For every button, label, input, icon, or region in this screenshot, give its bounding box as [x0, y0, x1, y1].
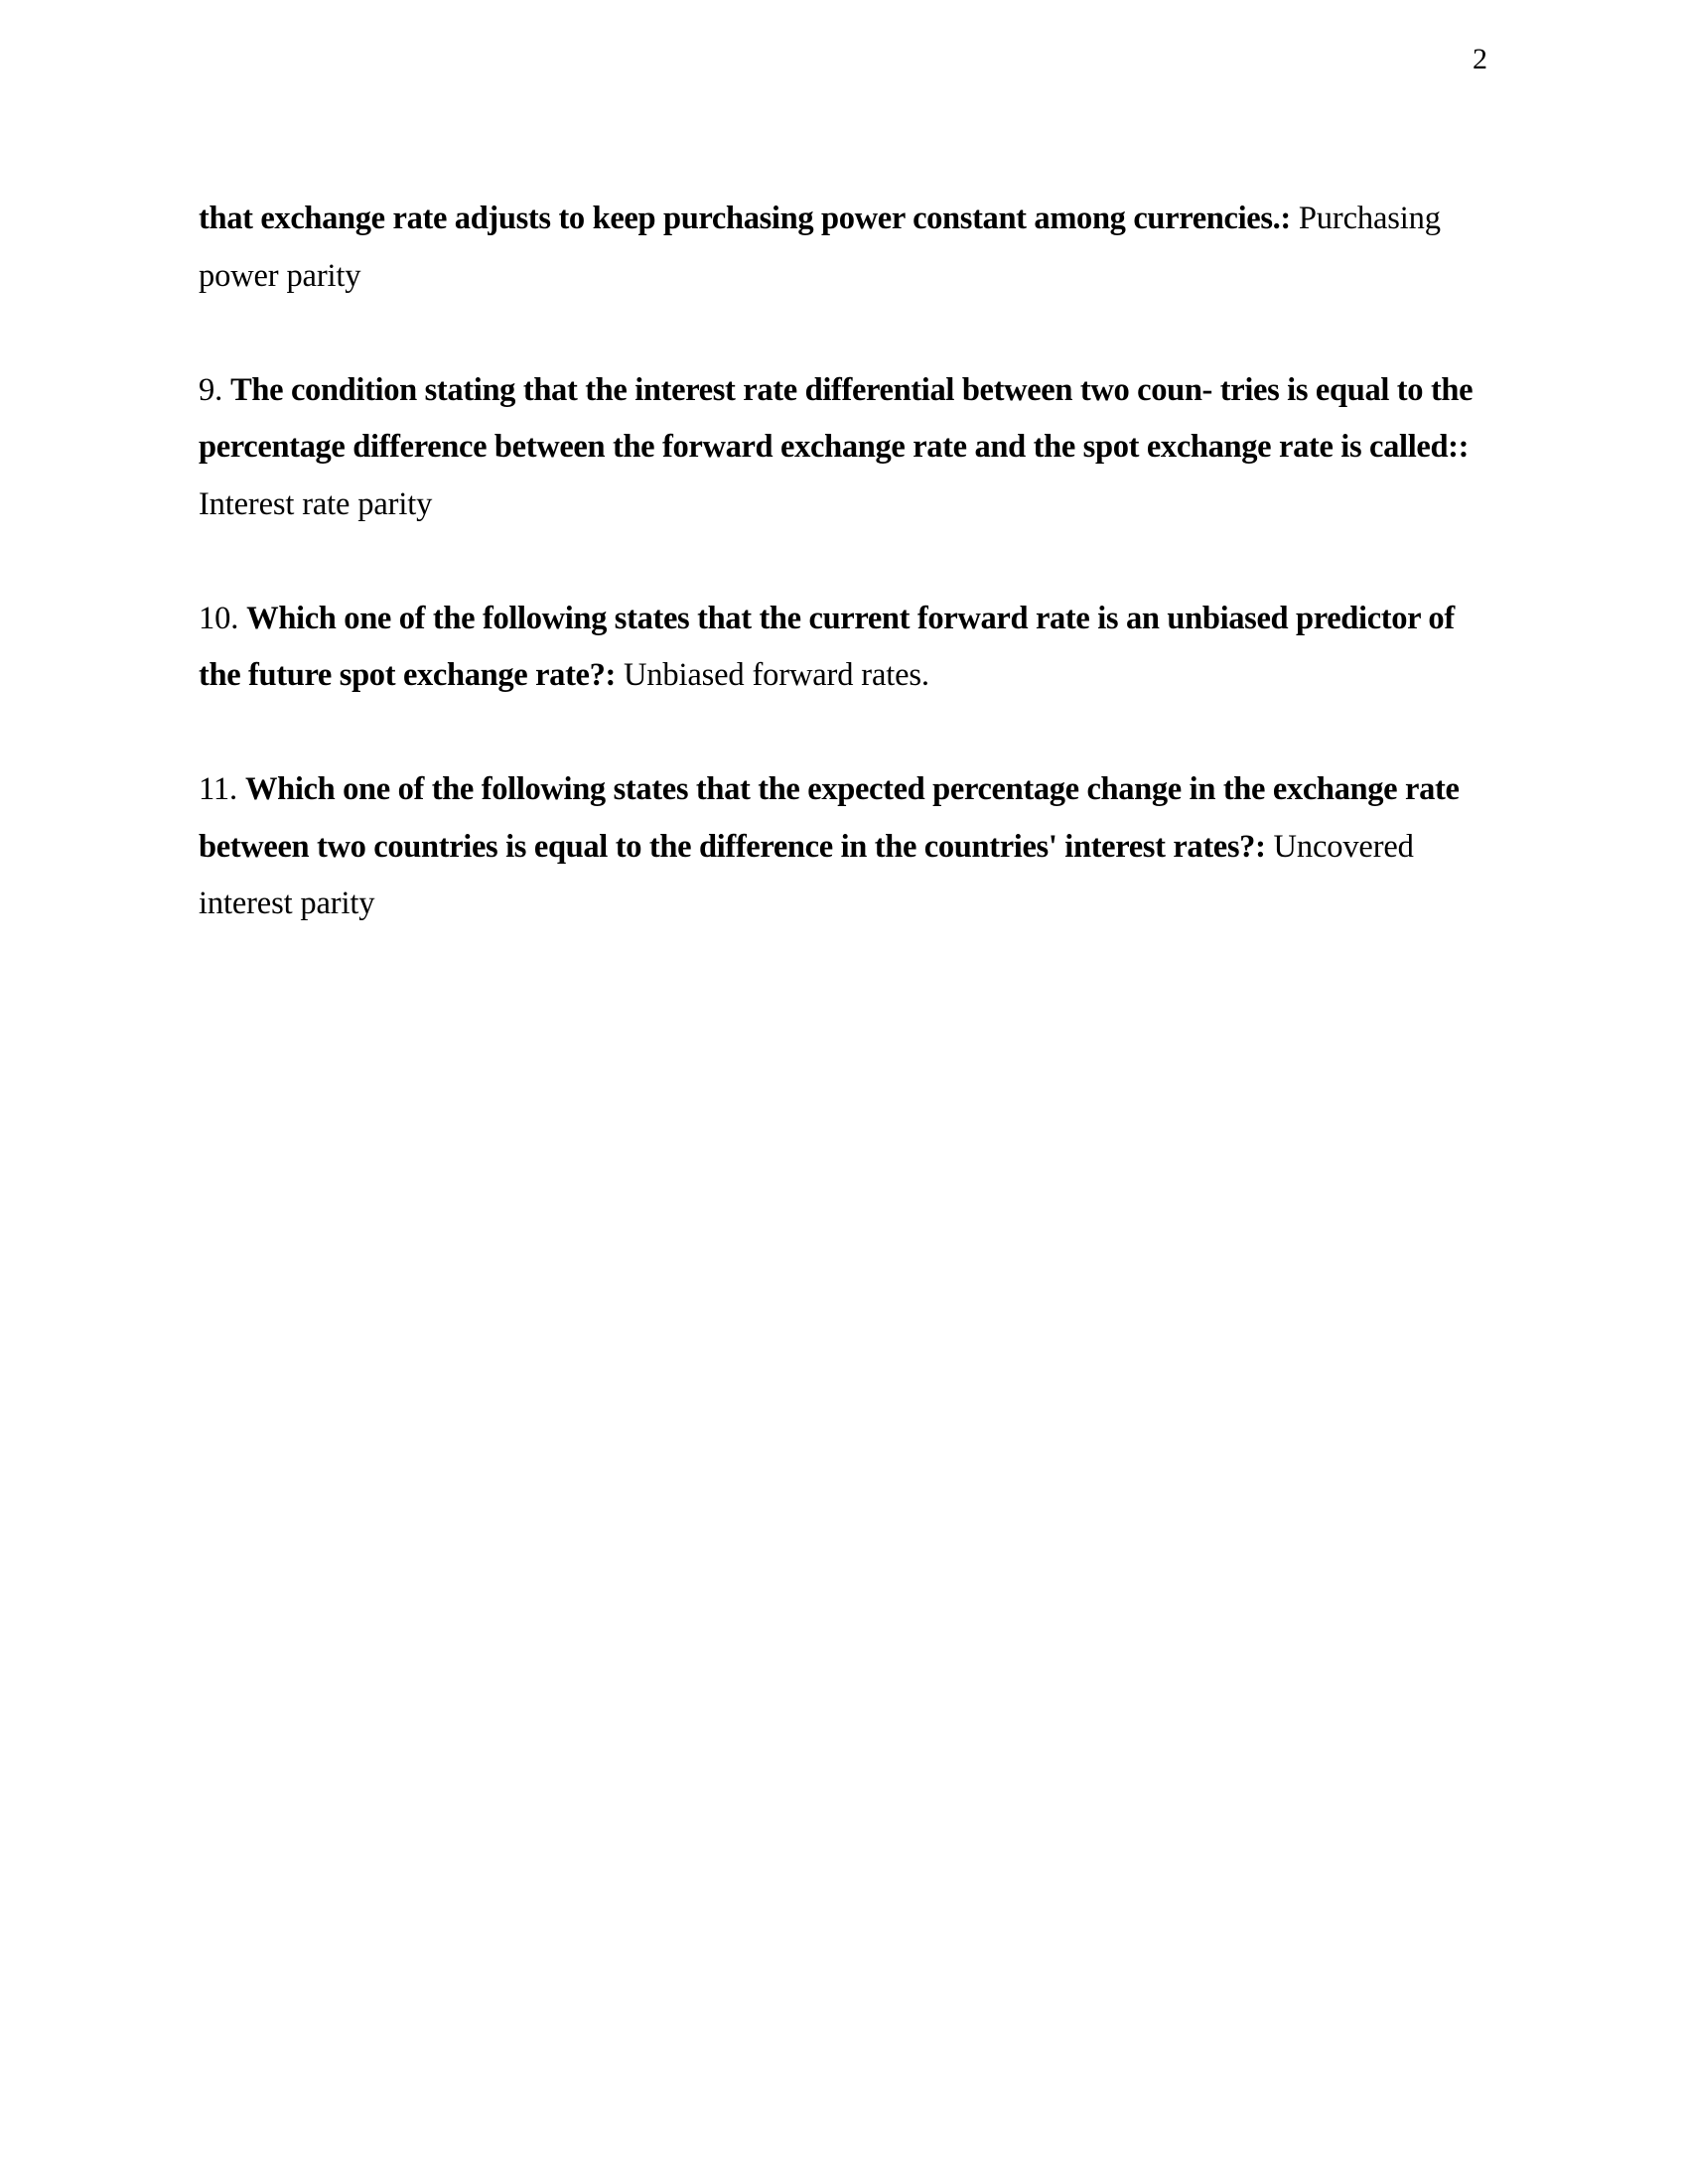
- page-number: 2: [1473, 43, 1487, 75]
- question-text: Which one of the following states that the current forward rate is an unbiased predictor of the future spot exchange rate?:: [199, 600, 1455, 693]
- answer-text: Uncovered interest parity: [199, 828, 1414, 921]
- document-body: [199, 191, 1489, 990]
- item-number: 9.: [199, 371, 223, 408]
- item-number: 10.: [199, 600, 239, 636]
- question-text: that exchange rate adjusts to keep purchasing power constant among currencies.:: [199, 201, 1291, 236]
- answer-text: Purchasing power parity: [199, 201, 1441, 294]
- qa-item-10: [199, 591, 1489, 705]
- qa-item-continuation: [199, 191, 1489, 305]
- item-number: 11.: [199, 771, 237, 807]
- qa-item-11: [199, 761, 1489, 933]
- question-text: The condition stating that the interest rate differential between two coun- tries is equal to the percentage difference between the forward exchange rate and the spot exchange rate is called::: [199, 371, 1474, 465]
- answer-text: Interest rate parity: [199, 485, 433, 522]
- answer-text: Unbiased forward rates.: [623, 657, 929, 693]
- question-text: Which one of the following states that the expected percentage change in the exchange rate between two countries is equal to the difference in the countries' interest rates?:: [199, 771, 1460, 865]
- qa-item-9: [199, 362, 1489, 534]
